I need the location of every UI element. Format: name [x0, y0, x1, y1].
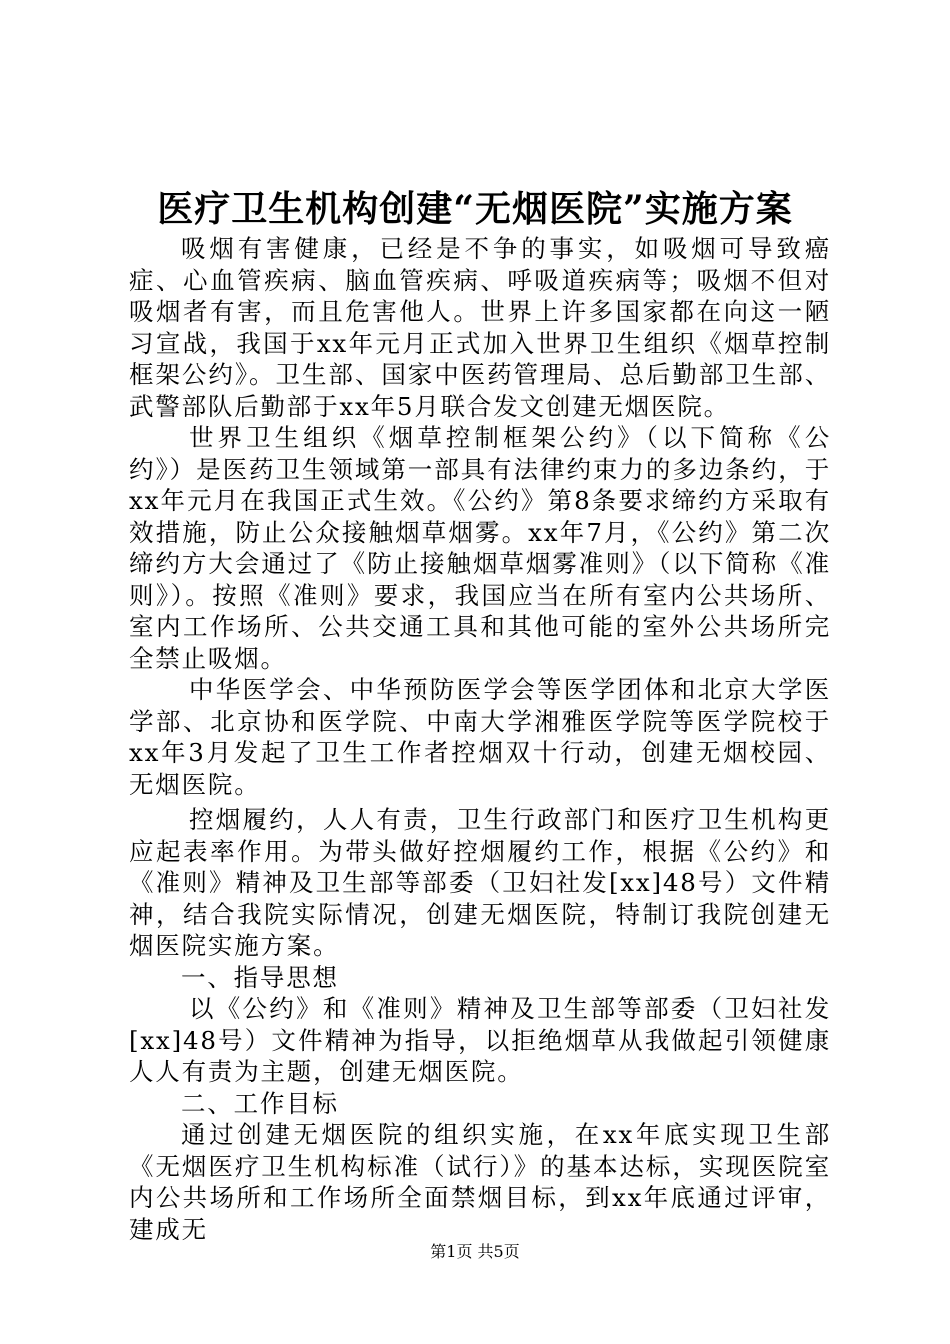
paragraph-action: 中华医学会、中华预防医学会等医学团体和北京大学医学部、北京协和医学院、中南大学湘雅医学院等医学院校于xx年3月发起了卫生工作者控烟双十行动，创建无烟校园、无烟医院。 [129, 675, 831, 799]
section-heading-work-goal: 二、工作目标 [181, 1088, 339, 1118]
paragraph-convention: 世界卫生组织《烟草控制框架公约》（以下简称《公约》）是医药卫生领域第一部具有法律约束力的多边条约，于xx年元月在我国正式生效。《公约》第8条要求缔约方采取有效措施，防止公众接触烟草烟雾。xx年7月，《公约》第二次缔约方大会通过了《防止接触烟草烟雾准则》（以下简称《准则》）。按照《准则》要求，我国应当在所有室内公共场所、室内工作场所、公共交通工具和其他可能的室外公共场所完全禁止吸烟。 [129, 423, 831, 673]
paragraph-work-goal: 通过创建无烟医院的组织实施，在xx年底实现卫生部《无烟医疗卫生机构标准（试行）》的基本达标，实现医院室内公共场所和工作场所全面禁烟目标，到xx年底通过评审，建成无 [129, 1120, 831, 1244]
paragraph-intro: 吸烟有害健康，已经是不争的事实，如吸烟可导致癌症、心血管疾病、脑血管疾病、呼吸道疾病等；吸烟不但对吸烟者有害，而且危害他人。世界上许多国家都在向这一陋习宣战，我国于xx年元月正式加入世界卫生组织《烟草控制框架公约》。卫生部、国家中医药管理局、总后勤部卫生部、武警部队后勤部于xx年5月联合发文创建无烟医院。 [129, 234, 831, 421]
document-body [129, 233, 831, 1245]
paragraph-responsibility: 控烟履约，人人有责，卫生行政部门和医疗卫生机构更应起表率作用。为带头做好控烟履约工作，根据《公约》和《准则》精神及卫生部等部委（卫妇社发[xx]48号）文件精神，结合我院实际情况，创建无烟医院，特制订我院创建无烟医院实施方案。 [129, 805, 831, 960]
page-footer: 第1页 共5页 [430, 1242, 520, 1261]
paragraph-guiding-thought: 以《公约》和《准则》精神及卫生部等部委（卫妇社发[xx]48号）文件精神为指导，以拒绝烟草从我做起引领健康人人有责为主题，创建无烟医院。 [129, 994, 831, 1086]
document-title: 医疗卫生机构创建“无烟医院”实施方案 [157, 188, 793, 230]
section-heading-guiding-thought: 一、指导思想 [181, 962, 339, 992]
